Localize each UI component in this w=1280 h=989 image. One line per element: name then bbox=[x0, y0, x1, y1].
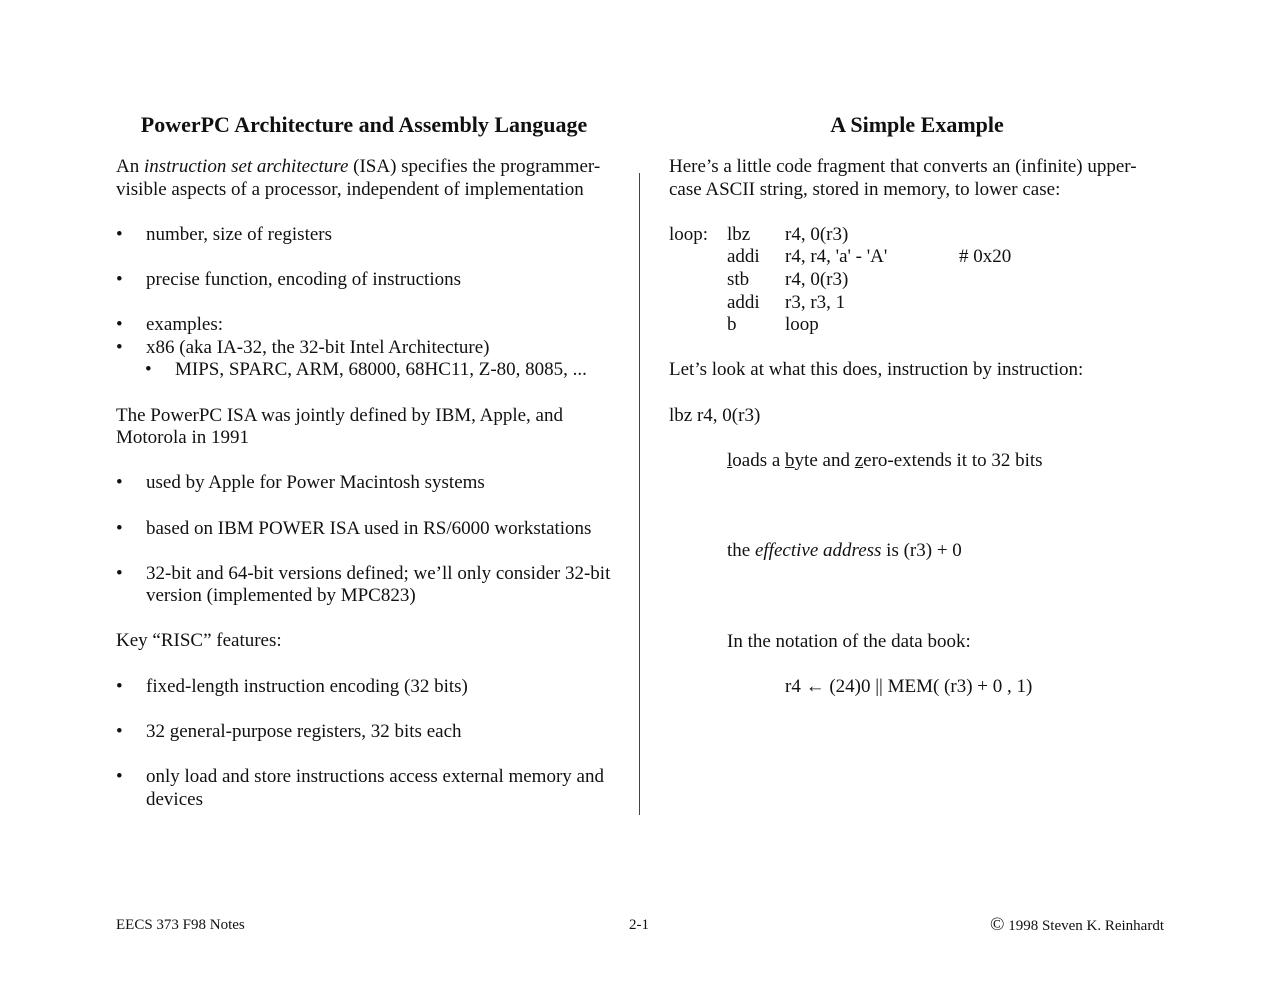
sub-bullet-item: • x86 (aka IA-32, the 32-bit Intel Architecture) bbox=[116, 336, 490, 358]
notation-formula: r4 ← (24)0 || MEM( (r3) + 0 , 1) bbox=[785, 675, 1033, 697]
bullet-icon: • bbox=[116, 675, 123, 697]
risc-label: Key “RISC” features: bbox=[116, 630, 282, 652]
lbz-description: loads a byte and zero-extends it to 32 bits bbox=[727, 449, 1043, 471]
code-args: loop bbox=[785, 314, 819, 336]
footer-page-number: 2-1 bbox=[629, 917, 649, 933]
code-op: b bbox=[727, 314, 737, 336]
code-label bbox=[669, 246, 727, 269]
bullet-icon: • bbox=[116, 562, 123, 584]
code-line bbox=[669, 314, 1169, 337]
walkthrough-intro: Let’s look at what this does, instruction by instruction: bbox=[669, 359, 1084, 381]
copyright-icon: © bbox=[990, 914, 1005, 935]
lbz-instruction: lbz r4, 0(r3) bbox=[669, 404, 761, 426]
left-title: PowerPC Architecture and Assembly Language bbox=[140, 112, 588, 137]
bullet-item: • only load and store instructions access external memory and devices bbox=[116, 766, 604, 810]
code-label bbox=[669, 314, 727, 337]
right-column bbox=[669, 111, 1169, 698]
code-line bbox=[669, 292, 1169, 315]
code-op: addi bbox=[727, 246, 760, 268]
bullet-icon: • bbox=[116, 268, 123, 290]
right-title: A Simple Example bbox=[830, 112, 1004, 137]
code-block bbox=[669, 224, 1169, 337]
code-op: stb bbox=[727, 268, 750, 290]
bullet-icon: • bbox=[116, 766, 123, 788]
bullet-icon: • bbox=[116, 314, 123, 336]
code-label: loop: bbox=[669, 223, 709, 245]
sub-bullet-item: • MIPS, SPARC, ARM, 68000, 68HC11, Z-80, 8085, ... bbox=[145, 359, 587, 381]
code-line bbox=[669, 246, 1169, 269]
powerpc-intro: The PowerPC ISA was jointly defined by IBM, Apple, and Motorola in 1991 bbox=[116, 404, 563, 449]
bullet-item: • used by Apple for Power Macintosh systems bbox=[116, 472, 485, 494]
code-args: r4, 0(r3) bbox=[785, 223, 849, 245]
footer-course: EECS 373 F98 Notes bbox=[116, 917, 245, 933]
effective-address-term: effective address bbox=[754, 540, 882, 562]
left-column bbox=[116, 111, 616, 811]
column-divider bbox=[639, 173, 640, 815]
bullet-item: • fixed-length instruction encoding (32 bits) bbox=[116, 675, 468, 697]
footer-copyright: © 1998 Steven K. Reinhardt bbox=[990, 914, 1164, 935]
code-line bbox=[669, 269, 1169, 292]
code-op: lbz bbox=[727, 223, 751, 245]
bullet-item: • precise function, encoding of instructions bbox=[116, 268, 462, 290]
code-op: addi bbox=[727, 291, 760, 313]
code-args: r3, r3, 1 bbox=[785, 291, 846, 313]
bullet-icon: • bbox=[116, 517, 123, 539]
bullet-item: • 32-bit and 64-bit versions defined; we’ll only consider 32-bit version (implemented by MPC823) bbox=[116, 562, 611, 607]
isa-term: instruction set architecture bbox=[143, 156, 349, 177]
code-line bbox=[669, 224, 1169, 247]
code-label bbox=[669, 292, 727, 315]
bullet-icon: • bbox=[116, 720, 123, 742]
bullet-item: • based on IBM POWER ISA used in RS/6000 workstations bbox=[116, 517, 592, 539]
example-intro: Here’s a little code fragment that converts an (infinite) upper-case ASCII string, stored in memory, to lower case: bbox=[669, 156, 1137, 200]
notation-label: In the notation of the data book: bbox=[727, 630, 971, 652]
code-label bbox=[669, 269, 727, 292]
effective-address-line: the effective address is (r3) + 0 bbox=[727, 540, 962, 562]
bullet-icon: • bbox=[145, 359, 152, 381]
bullet-item: • examples: bbox=[116, 314, 224, 336]
isa-intro: An instruction set architecture (ISA) specifies the programmer-visible aspects of a processor, independent of implementation bbox=[116, 156, 601, 200]
bullet-item: • 32 general-purpose registers, 32 bits each bbox=[116, 720, 462, 742]
bullet-item: • number, size of registers bbox=[116, 223, 333, 245]
code-comment: # 0x20 bbox=[959, 246, 1012, 268]
code-args: r4, 0(r3) bbox=[785, 268, 849, 290]
bullet-icon: • bbox=[116, 223, 123, 245]
code-args: r4, r4, 'a' - 'A' bbox=[785, 246, 888, 268]
bullet-icon: • bbox=[116, 472, 123, 494]
bullet-icon: • bbox=[116, 336, 123, 358]
